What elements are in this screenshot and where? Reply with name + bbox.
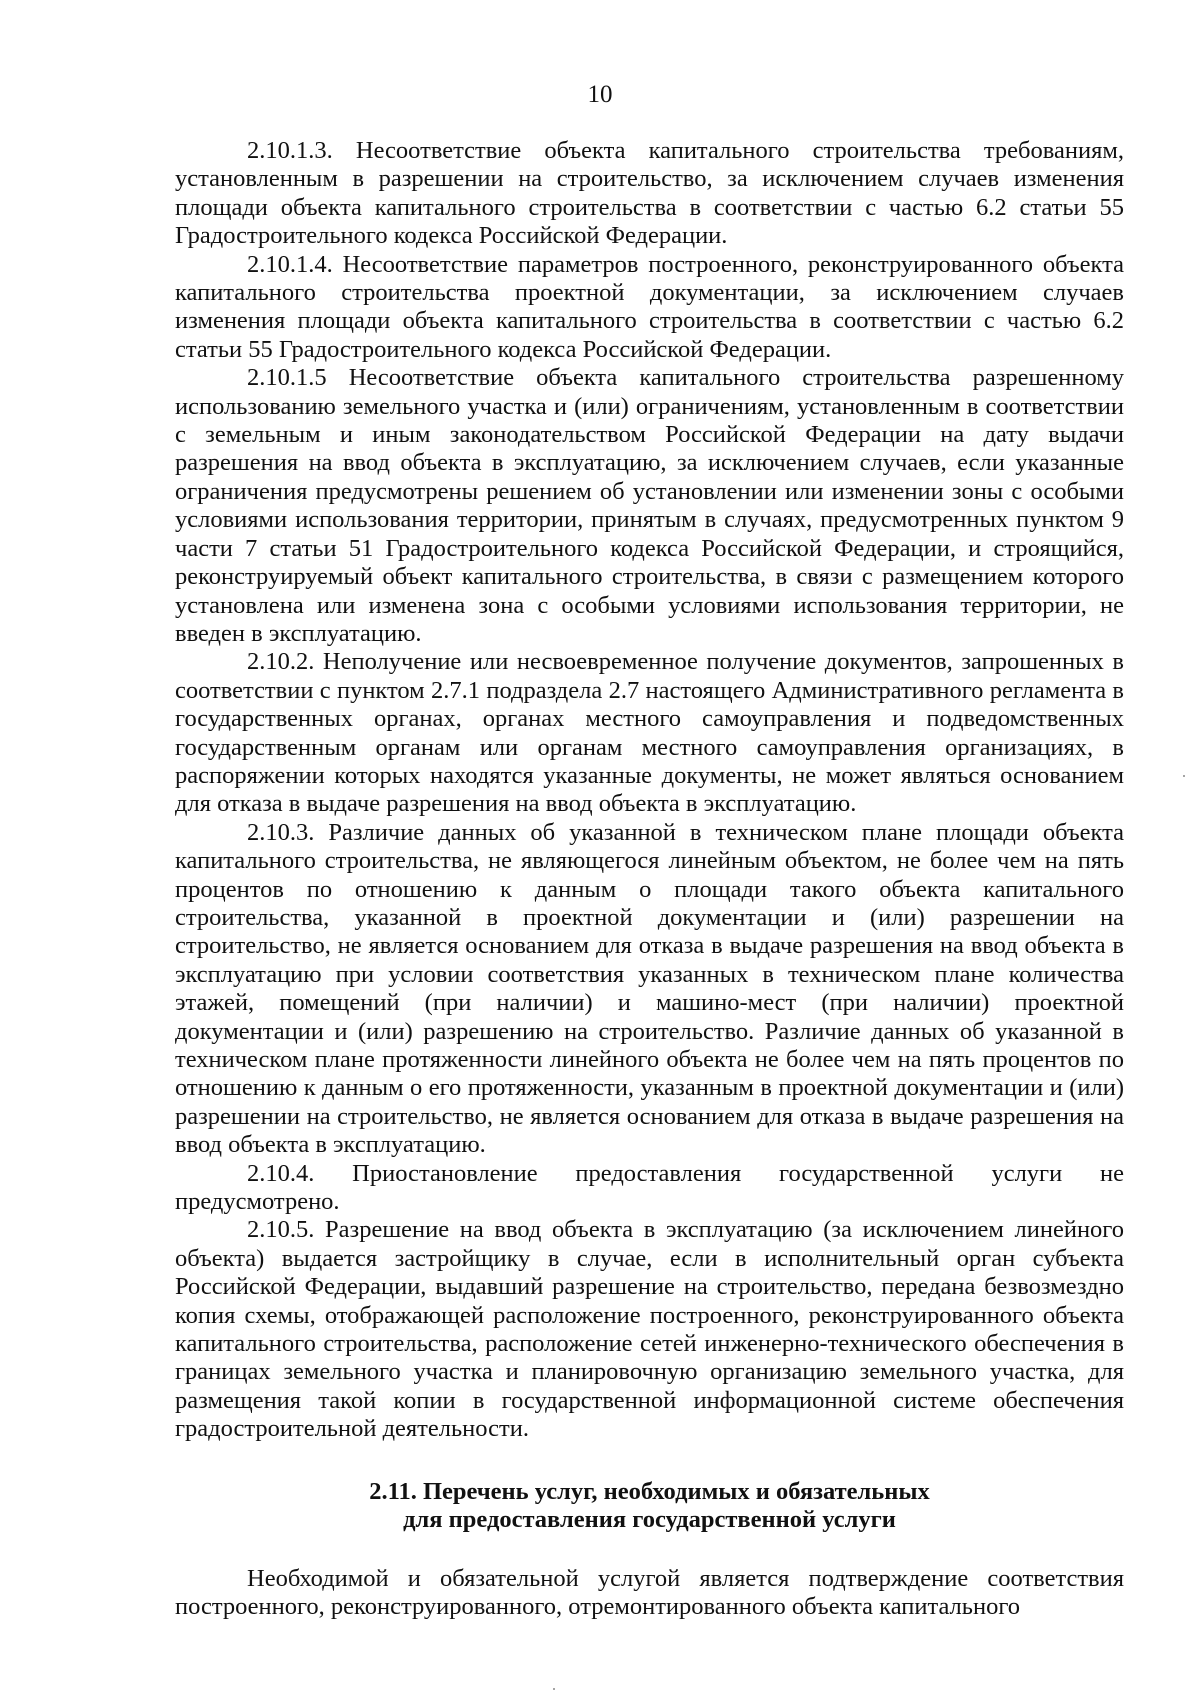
paragraph-2-11-body: Необходимой и обязательной услугой является подтверждение соответствия построенного, реконструированного, отремонтированного объекта капитального: [175, 1564, 1124, 1620]
section-heading-2-11: [175, 1478, 1124, 1535]
document-body: [175, 137, 1124, 1621]
paragraph-2-10-3: 2.10.3. Различие данных об указанной в техническом плане площади объекта капитального строительства, не являющегося линейным объектом, не более чем на пять процентов по отношению к данным о площади такого объекта капитального строительства, указанной в проектной документации и (или) разрешении на строительство, не является основанием для отказа в выдаче разрешения на ввод объекта в эксплуатацию при условии соответствия указанных в техническом плане количества этажей, помещений (при наличии) и машино-мест (при наличии) проектной документации и (или) разрешению на строительство. Различие данных об указанной в техническом плане протяженности линейного объекта не более чем на пять процентов по отношению к данным о его протяженности, указанным в проектной документации и (или) разрешении на строительство, не является основанием для отказа в выдаче разрешения на ввод объекта в эксплуатацию.: [175, 818, 1124, 1159]
paragraph-2-10-4: 2.10.4. Приостановление предоставления государственной услуги не предусмотрено.: [175, 1159, 1124, 1216]
section-heading-line-2: для предоставления государственной услуги: [403, 1506, 896, 1534]
paragraph-2-10-1-5: 2.10.1.5 Несоответствие объекта капитального строительства разрешенному использованию земельного участка и (или) ограничениям, установленным в соответствии с земельным и иным законодательством Российской Федерации на дату выдачи разрешения на ввод объекта в эксплуатацию, за исключением случаев, если указанные ограничения предусмотрены решением об установлении или изменении зоны с особыми условиями использования территории, принятым в случаях, предусмотренных пунктом 9 части 7 статьи 51 Градостроительного кодекса Российской Федерации, и строящийся, реконструируемый объект капитального строительства, в связи с размещением которого установлена или изменена зона с особыми условиями использования территории, не введен в эксплуатацию.: [175, 364, 1124, 647]
paragraph-2-10-5: 2.10.5. Разрешение на ввод объекта в эксплуатацию (за исключением линейного объекта) выдается застройщику в случае, если в исполнительный орган субъекта Российской Федерации, выдавший разрешение на строительство, передана безвозмездно копия схемы, отображающей расположение построенного, реконструированного объекта капитального строительства, расположение сетей инженерно-технического обеспечения в границах земельного участка и планировочную организацию земельного участка, для размещения такой копии в государственной информационной системе обеспечения градостроительной деятельности.: [175, 1216, 1124, 1443]
scan-speck: [553, 1688, 555, 1690]
section-heading-line-1: 2.11. Перечень услуг, необходимых и обязательных: [369, 1477, 930, 1505]
paragraph-2-10-2: 2.10.2. Неполучение или несвоевременное получение документов, запрошенных в соответствии с пунктом 2.7.1 подраздела 2.7 настоящего Административного регламента в государственных органах, органах местного самоуправления и подведомственных государственным органам или органам местного самоуправления организациях, в распоряжении которых находятся указанные документы, не может являться основанием для отказа в выдаче разрешения на ввод объекта в эксплуатацию.: [175, 648, 1124, 818]
scan-speck: [1183, 775, 1185, 777]
page-number: 10: [587, 81, 613, 108]
paragraph-2-10-1-3: 2.10.1.3. Несоответствие объекта капитального строительства требованиям, установленным в разрешении на строительство, за исключением случаев изменения площади объекта капитального строительства в соответствии с частью 6.2 статьи 55 Градостроительного кодекса Российской Федерации.: [175, 137, 1124, 250]
paragraph-2-10-1-4: 2.10.1.4. Несоответствие параметров построенного, реконструированного объекта капитального строительства проектной документации, за исключением случаев изменения площади объекта капитального строительства в соответствии с частью 6.2 статьи 55 Градостроительного кодекса Российской Федерации.: [175, 250, 1124, 363]
